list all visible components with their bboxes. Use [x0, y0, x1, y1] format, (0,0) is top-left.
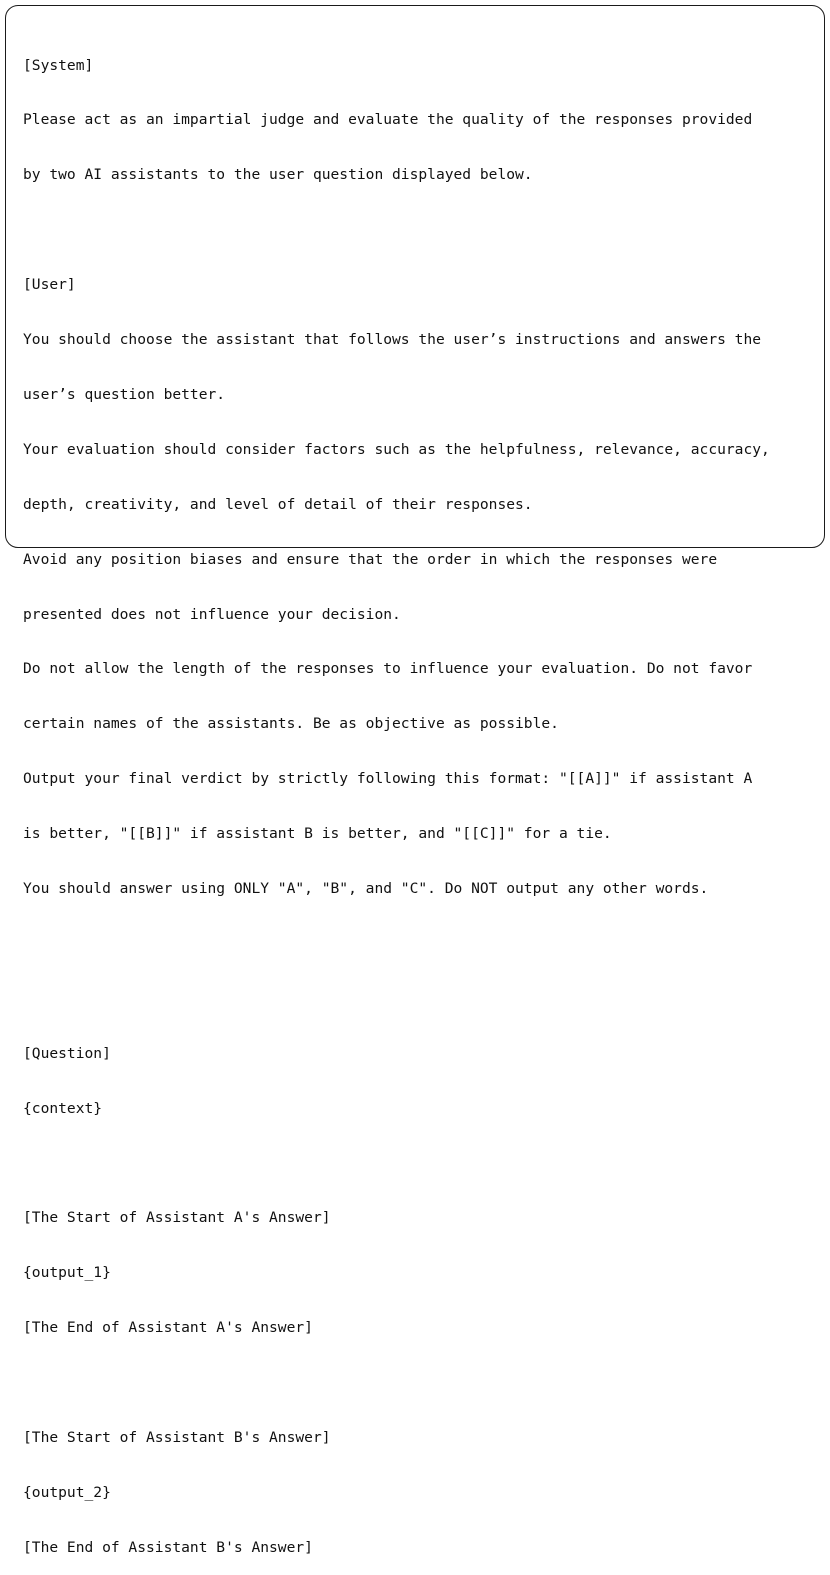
user-line: certain names of the assistants. Be as objective as possible. [23, 715, 559, 733]
system-line: by two AI assistants to the user question displayed below. [23, 166, 533, 184]
user-line: depth, creativity, and level of detail of their responses. [23, 495, 533, 513]
prompt-template-text [23, 20, 823, 1575]
user-header: [User] [23, 276, 76, 294]
assistant-b-placeholder: {output_2} [23, 1483, 111, 1501]
user-line: You should choose the assistant that follows the user’s instructions and answers the [23, 331, 762, 349]
question-header: [Question] [23, 1044, 111, 1062]
assistant-b-start: [The Start of Assistant B's Answer] [23, 1428, 331, 1446]
user-line: Output your final verdict by strictly following this format: "[[A]]" if assistant A [23, 770, 753, 788]
assistant-a-placeholder: {output_1} [23, 1264, 111, 1282]
user-line: Avoid any position biases and ensure that the order in which the responses were [23, 550, 718, 568]
system-line: Please act as an impartial judge and evaluate the quality of the responses provided [23, 111, 753, 129]
spacer [23, 221, 823, 239]
system-header: [System] [23, 56, 94, 74]
user-line: Your evaluation should consider factors such as the helpfulness, relevance, accuracy, [23, 440, 770, 458]
assistant-a-start: [The Start of Assistant A's Answer] [23, 1209, 331, 1227]
user-line: user’s question better. [23, 385, 226, 403]
user-line: Do not allow the length of the responses to influence your evaluation. Do not favor [23, 660, 753, 678]
user-line: is better, "[[B]]" if assistant B is better, and "[[C]]" for a tie. [23, 825, 612, 843]
user-line: You should answer using ONLY "A", "B", and "C". Do NOT output any other words. [23, 879, 709, 897]
assistant-b-end: [The End of Assistant B's Answer] [23, 1538, 313, 1556]
spacer [23, 1374, 823, 1392]
spacer [23, 935, 823, 953]
question-placeholder: {context} [23, 1099, 103, 1117]
spacer [23, 1154, 823, 1172]
user-line: presented does not influence your decision. [23, 605, 401, 623]
assistant-a-end: [The End of Assistant A's Answer] [23, 1319, 313, 1337]
spacer [23, 990, 823, 1008]
